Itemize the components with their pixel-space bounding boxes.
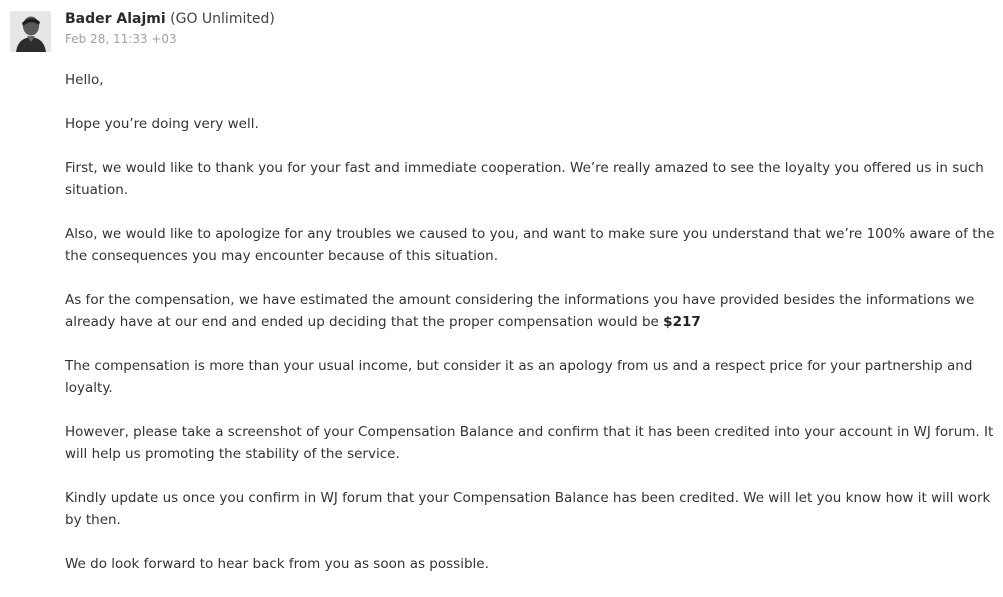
message-header xyxy=(65,10,275,47)
author-organization: (GO Unlimited) xyxy=(170,11,275,27)
compensation-amount: $217 xyxy=(663,314,701,330)
message-timestamp: Feb 28, 11:33 +03 xyxy=(65,32,177,46)
user-avatar-icon xyxy=(10,11,51,52)
greeting-paragraph: Hello, xyxy=(65,72,104,88)
author-name[interactable]: Bader Alajmi xyxy=(65,11,166,27)
message-body xyxy=(65,69,999,597)
compensation-paragraph xyxy=(65,289,999,333)
closing-paragraph: We do look forward to hear back from you as soon as possible. xyxy=(65,556,489,572)
author-line xyxy=(65,10,275,29)
compensation-text: As for the compensation, we have estimated the amount considering the informations you have provided besides the informations we already have at our end and ended up deciding that the proper compensation would be xyxy=(65,292,975,330)
body-paragraph: Also, we would like to apologize for any troubles we caused to you, and want to make sure you understand that we’re 100% aware of the the consequences you may encounter because of this situation. xyxy=(65,226,995,264)
body-paragraph: Kindly update us once you confirm in WJ forum that your Compensation Balance has been credited. We will let you know how it will work by then. xyxy=(65,490,991,528)
body-paragraph: However, please take a screenshot of your Compensation Balance and confirm that it has been credited into your account in WJ forum. It will help us promoting the stability of the service. xyxy=(65,424,994,462)
body-paragraph: Hope you’re doing very well. xyxy=(65,116,259,132)
body-paragraph: First, we would like to thank you for your fast and immediate cooperation. We’re really amazed to see the loyalty you offered us in such situation. xyxy=(65,160,984,198)
avatar[interactable] xyxy=(10,11,51,52)
body-paragraph: The compensation is more than your usual income, but consider it as an apology from us and a respect price for your partnership and loyalty. xyxy=(65,358,973,396)
